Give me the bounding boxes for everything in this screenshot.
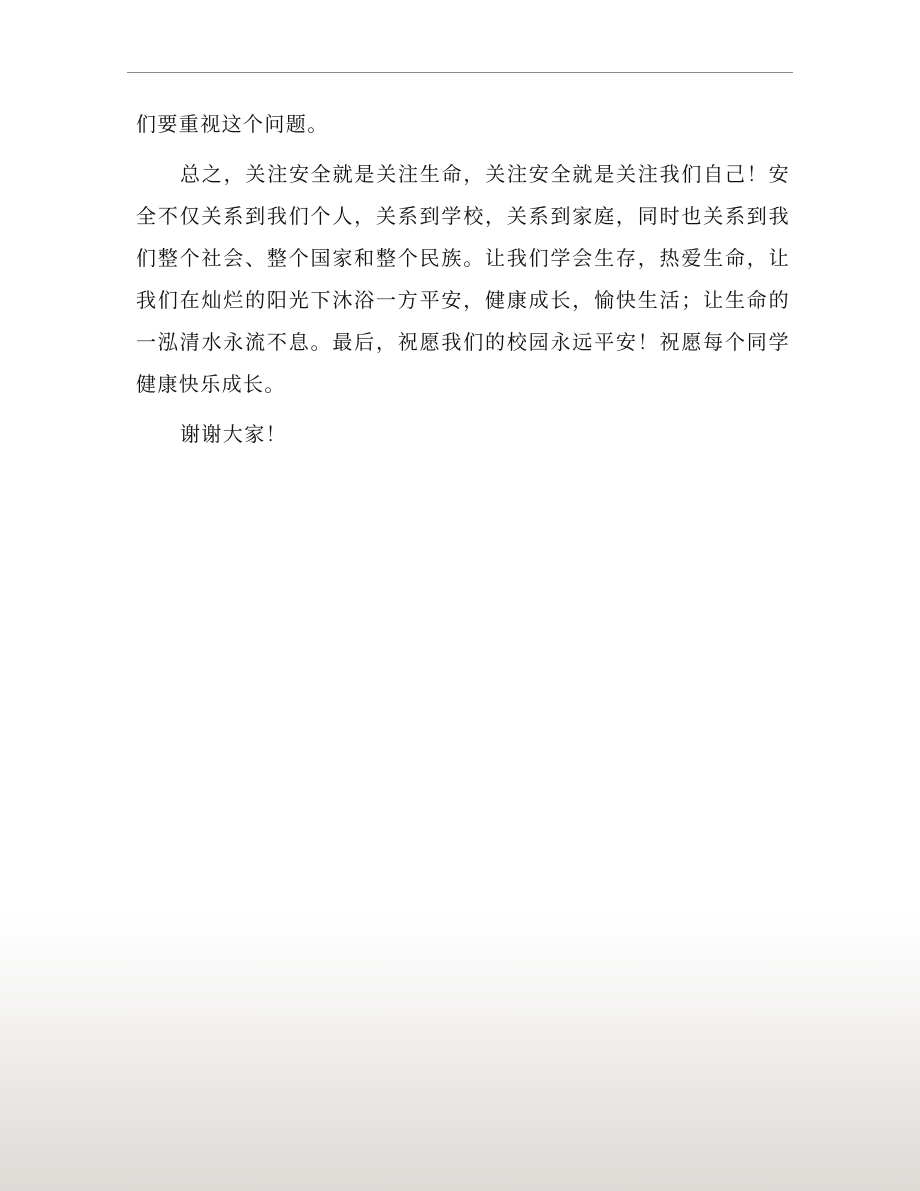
paragraph-thanks: 谢谢大家！ [180,422,287,446]
paragraph-continuation: 们要重视这个问题。 [136,112,329,136]
document-body [136,103,790,463]
header-divider [127,72,793,73]
paragraph-conclusion: 总之，关注安全就是关注生命，关注安全就是关注我们自己！安全不仅关系到我们个人，关系到学校，关系到家庭，同时也关系到我们整个社会、整个国家和整个民族。让我们学会生存，热爱生命，让我们在灿烂的阳光下沐浴一方平安，健康成长，愉快生活；让生命的一泓清水永流不息。最后，祝愿我们的校园永远平安！祝愿每个同学健康快乐成长。 [136,162,790,396]
